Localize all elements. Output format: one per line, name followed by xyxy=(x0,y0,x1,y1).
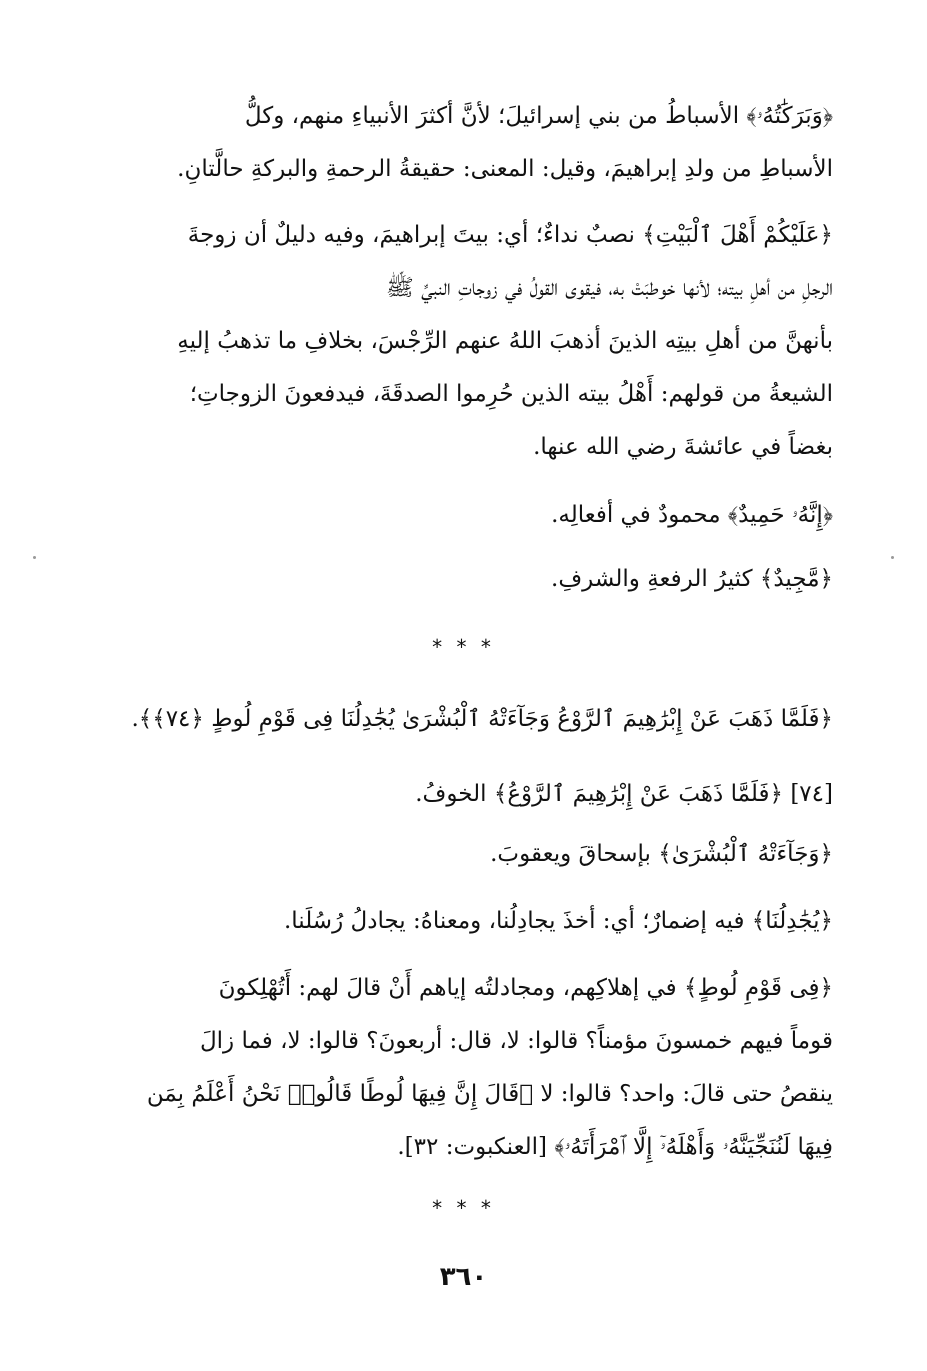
text-line: بأنهنَّ من أهلِ بيتِه الذينَ أذهبَ اللهُ عنهم الرِّجْسَ، بخلافِ ما تذهبُ إليهِ xyxy=(177,328,833,354)
text-line: ﴿عَلَيْكُمْ أَهْلَ ٱلْبَيْتِ﴾ نصبٌ نداءٌ؛ أي: بيتَ إبراهيمَ، وفيه دليلٌ أن زوجةَ xyxy=(187,222,833,248)
paragraph-verse-74-rawu xyxy=(105,768,833,821)
page-number: ٣٦٠ xyxy=(439,1262,488,1292)
text-line: قوماً فيهم خمسونَ مؤمناً؟ قالوا: لا، قال: أربعونَ؟ قالوا: لا، فما زالَ xyxy=(199,1028,833,1054)
paragraph-majid xyxy=(105,553,833,606)
text-line: ﴿وَجَآءَتْهُ ٱلْبُشْرَىٰ﴾ بإسحاقَ ويعقوبَ. xyxy=(490,841,833,867)
paragraph-hamid xyxy=(105,489,833,542)
text-line: ﴿وَبَرَكَٰتُهُۥ﴾ الأسباطُ من بني إسرائيلَ؛ لأنَّ أكثرَ الأنبياءِ منهم، وكلُّ xyxy=(244,103,833,129)
section-separator: * * * xyxy=(432,1196,495,1220)
scan-mark xyxy=(33,556,36,559)
paragraph-ahl-al-bayt xyxy=(105,209,833,474)
text-line: الرجلِ من أهلِ بيته؛ لأنها خوطبَتْ به، فيقوى القولُ في زوجاتِ النبيِّ ﷺ xyxy=(386,275,833,301)
text-line: ﴿فِى قَوْمِ لُوطٍ﴾ في إهلاكِهم، ومجادلتُه إياهم أَنْ قالَ لهم: أَتُهْلِكونَ xyxy=(218,975,833,1001)
paragraph-bushra xyxy=(105,828,833,881)
text-line: فِيهَا لَنُنَجِّيَنَّهُۥ وَأَهْلَهُۥٓ إِلَّا ٱمْرَأَتَهُۥ﴾ [العنكبوت: ٣٢]. xyxy=(397,1134,833,1160)
text-line: ﴿مَّجِيدٌ﴾ كثيرُ الرفعةِ والشرفِ. xyxy=(551,566,833,592)
text-line: بغضاً في عائشةَ رضي الله عنها. xyxy=(533,434,833,460)
scan-mark xyxy=(891,556,894,559)
paragraph-qawm-lut xyxy=(105,962,833,1174)
text-line: الشيعةُ من قولهم: أَهْلُ بيته الذين حُرِموا الصدقَةَ، فيدفعونَ الزوجاتِ؛ xyxy=(189,381,833,407)
section-separator: * * * xyxy=(432,635,495,659)
text-line: ﴿فَلَمَّا ذَهَبَ عَنْ إِبْرَٰهِيمَ ٱلرَّوْعُ وَجَآءَتْهُ ٱلْبُشْرَىٰ يُجَٰدِلُنَا فِى قَوْمِ لُوطٍ ﴿٧٤﴾﴾. xyxy=(131,706,833,732)
text-line: [٧٤] ﴿فَلَمَّا ذَهَبَ عَنْ إِبْرَٰهِيمَ ٱلرَّوْعُ﴾ الخوفُ. xyxy=(415,781,833,807)
verse-74 xyxy=(105,693,833,746)
text-line: ﴿إِنَّهُۥ حَمِيدٌ﴾ محمودٌ في أفعالِه. xyxy=(551,502,833,528)
text-line: الأسباطِ من ولدِ إبراهيمَ، وقيل: المعنى: حقيقةُ الرحمةِ والبركةِ حالَّتانِ. xyxy=(177,156,833,182)
paragraph-yujadiluna xyxy=(105,895,833,948)
text-line: ﴿يُجَٰدِلُنَا﴾ فيه إضمارٌ؛ أي: أخذَ يجادِلُنا، ومعناهُ: يجادلُ رُسُلَنا. xyxy=(283,908,833,934)
text-line: ينقصُ حتى قالَ: واحد؟ قالوا: لا ﴿قَالَ إِنَّ فِيهَا لُوطًا قَالُوا۟ نَحْنُ أَعْلَمُ بِمَن xyxy=(146,1081,833,1107)
paragraph-barakatuhu xyxy=(105,90,833,196)
